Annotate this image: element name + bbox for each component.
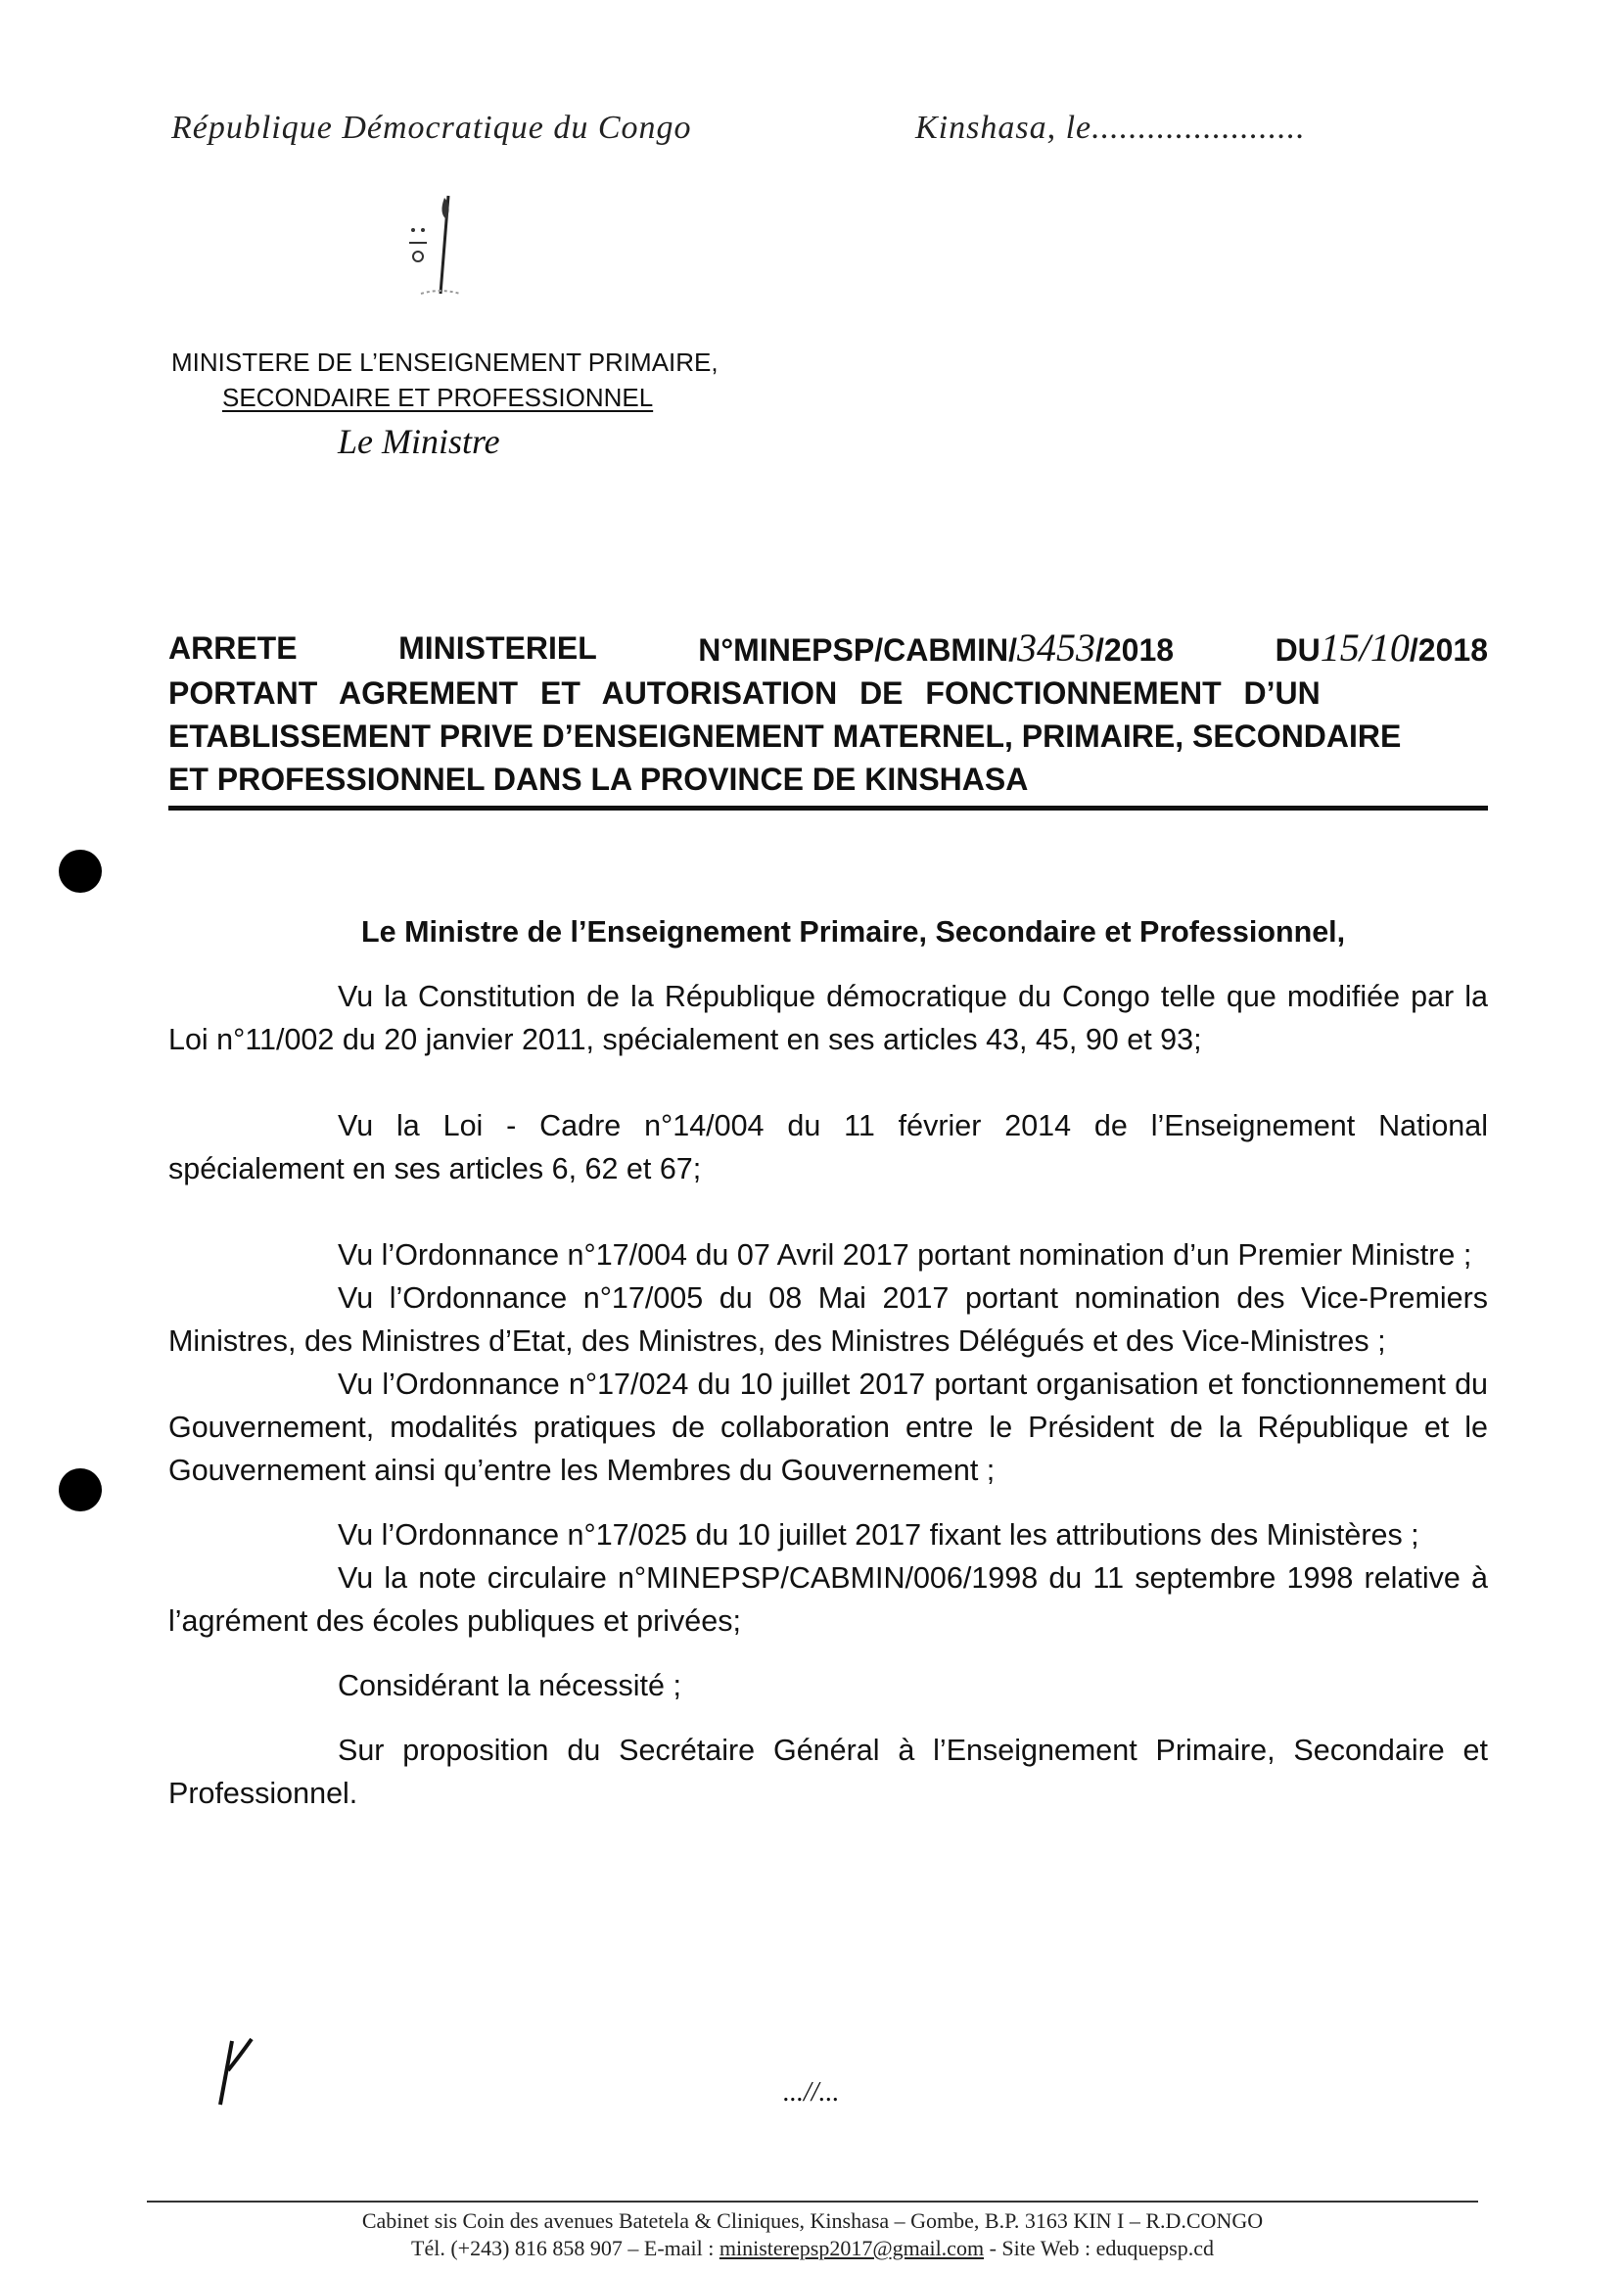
footer-rule [147,2201,1478,2203]
punch-hole-top [59,850,102,893]
decree-number-handwritten: 3453 [1016,626,1095,670]
footer-website-link[interactable]: eduquepsp.cd [1095,2236,1214,2260]
body-heading: Le Ministre de l’Enseignement Primaire, Secondaire et Professionnel, [361,915,1346,949]
footer-email-link[interactable]: ministerepsp2017@gmail.com [719,2236,985,2260]
initial-mark [210,2031,269,2110]
place-date-line: Kinshasa, le....................... [915,110,1306,146]
paragraph-sur-proposition: Sur proposition du Secrétaire Général à l’Enseignement Primaire, Secondaire et Professionnel. [168,1734,1488,1810]
ministry-line-2: SECONDAIRE ET PROFESSIONNEL [222,383,654,412]
decree-date: DU15/10/2018 [1275,626,1488,670]
paragraph-ordonnance-17-025: Vu l’Ordonnance n°17/025 du 10 juillet 2017 fixant les attributions des Ministères ; [338,1518,1419,1552]
footer-contact: Tél. (+243) 816 858 907 – E-mail : ministerepsp2017@gmail.com - Site Web : eduquepsp.cd [411,2236,1214,2260]
paragraph-loi-cadre: Vu la Loi - Cadre n°14/004 du 11 février 2014 de l’Enseignement National spécialement en ses articles 6, 62 et 67; [168,1109,1488,1185]
footer-address: Cabinet sis Coin des avenues Batetela & Cliniques, Kinshasa – Gombe, B.P. 3163 KIN I – R.D.CONGO [361,2208,1264,2233]
title-rule [168,806,1488,811]
decree-date-handwritten: 15/10 [1320,626,1410,670]
paragraph-note-circulaire: Vu la note circulaire n°MINEPSP/CABMIN/006/1998 du 11 septembre 1998 relative à l’agrément des écoles publiques et privées; [168,1561,1488,1638]
footer [147,2207,1478,2262]
ministry-line-1: MINISTERE DE L’ENSEIGNEMENT PRIMAIRE, [171,348,719,377]
title-line-3: ETABLISSEMENT PRIVE D’ENSEIGNEMENT MATERNEL, PRIMAIRE, SECONDAIRE [168,719,1402,754]
title-line-4: ET PROFESSIONNEL DANS LA PROVINCE DE KINSHASA [168,762,1029,797]
paragraph-ordonnance-17-004: Vu l’Ordonnance n°17/004 du 07 Avril 2017 portant nomination d’un Premier Ministre ; [338,1238,1472,1272]
continuation-marker: ...//... [783,2077,840,2108]
title-word-arrete: ARRETE [168,630,298,666]
country-header: République Démocratique du Congo [171,110,692,146]
punch-hole-bottom [59,1468,102,1511]
ministry-block [171,345,719,415]
decree-reference: N°MINEPSP/CABMIN/3453/2018 [698,626,1175,670]
decree-title [168,626,1488,801]
title-word-ministeriel: MINISTERIEL [398,630,597,666]
title-line-2: PORTANT AGREMENT ET AUTORISATION DE FONCTIONNEMENT D’UN [168,675,1321,711]
paragraph-considerant: Considérant la nécessité ; [338,1669,681,1702]
paragraph-ordonnance-17-024: Vu l’Ordonnance n°17/024 du 10 juillet 2017 portant organisation et fonctionnement du Gouvernement, modalités pratiques de collaboration entre le Président de la République et le Gouvernement ainsi qu’entre les Membres du Gouvernement ; [168,1368,1488,1487]
title-line-1 [168,626,1488,672]
decree-body [168,910,1488,1815]
minister-signature: Le Ministre [338,422,500,461]
paragraph-constitution: Vu la Constitution de la République démocratique du Congo telle que modifiée par la Loi n°11/002 du 20 janvier 2011, spécialement en ses articles 43, 45, 90 et 93; [168,980,1488,1056]
coat-of-arms-emblem [392,186,480,303]
paragraph-ordonnance-17-005: Vu l’Ordonnance n°17/005 du 08 Mai 2017 portant nomination des Vice-Premiers Ministres, des Ministres d’Etat, des Ministres, des Ministres Délégués et des Vice-Ministres ; [168,1281,1488,1358]
